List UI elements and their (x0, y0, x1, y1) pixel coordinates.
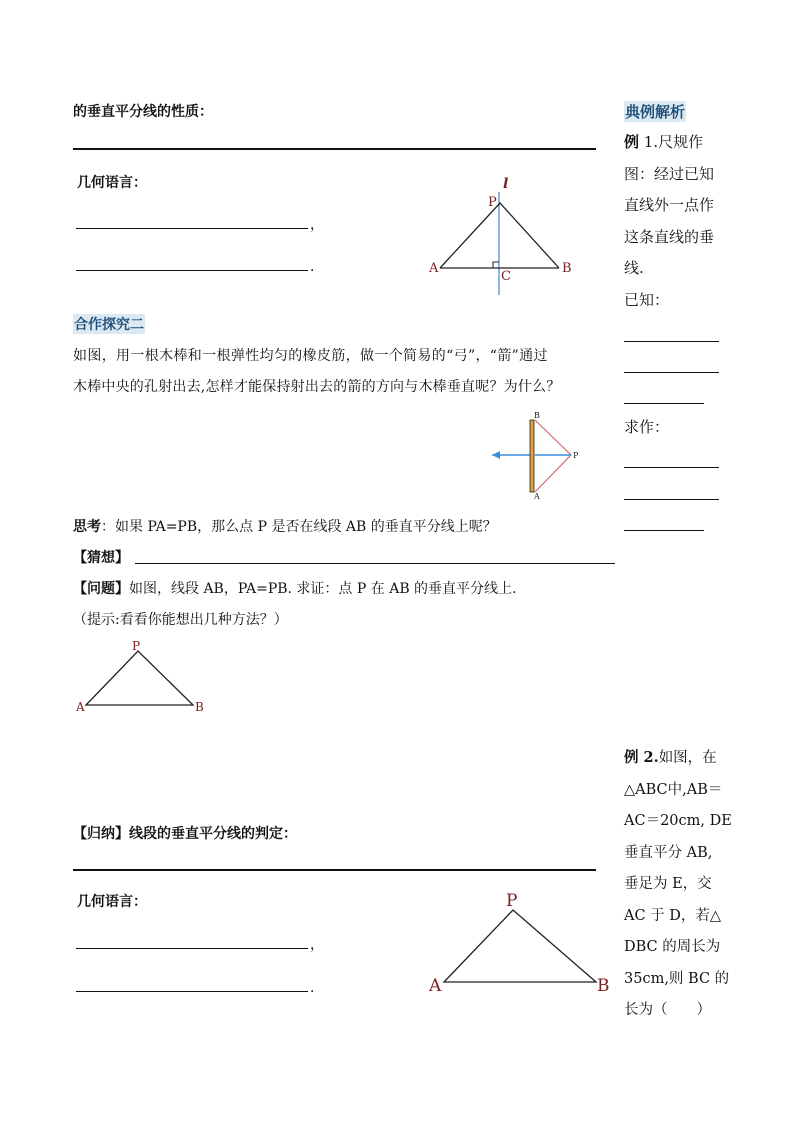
known-blank[interactable] (624, 341, 719, 342)
make-blank[interactable] (624, 499, 719, 500)
make-blank[interactable] (624, 530, 704, 531)
geometry-language-label: 几何语言： (77, 894, 147, 910)
make-blank[interactable] (624, 467, 719, 468)
label-b: B (195, 700, 204, 714)
example-1-line: 图：经过已知 (624, 164, 715, 183)
example-2-label: 例 2. (624, 749, 659, 766)
label-p: P (506, 891, 518, 911)
question-label: 【问题】 (73, 581, 129, 597)
blank-punct: ． (310, 980, 324, 996)
label-p: P (573, 451, 579, 460)
label-a: A (429, 261, 439, 276)
triangle-pab (444, 910, 596, 982)
blank-punct: ， (310, 217, 324, 233)
blank-punct: ． (310, 259, 324, 275)
label-p: P (488, 195, 497, 210)
example-2-line: 长为（ ） (624, 1002, 711, 1018)
example-2-line: △ABC中,AB＝ (624, 781, 723, 798)
example-2-line: 35cm,则 BC 的 (624, 970, 730, 987)
example-2-line: 垂直平分 AB, (624, 844, 713, 861)
example-1-label: 例 (624, 133, 640, 151)
question-text: 如图，线段 AB，PA=PB. 求证：点 P 在 AB 的垂直平分线上. (129, 581, 517, 597)
example-1-line: 线. (624, 259, 644, 277)
label-b: B (562, 261, 572, 276)
example-1-line: 直线外一点作 (624, 196, 715, 214)
example-2-line: AC＝20cm, DE (624, 813, 732, 829)
known-blank[interactable] (624, 372, 719, 373)
paragraph-line: 如图，用一根木棒和一根弹性均匀的橡皮筋，做一个简易的“弓”，“箭”通过 (73, 348, 548, 364)
label-a: A (429, 976, 442, 996)
example-2-line: AC 于 D，若△ (624, 907, 722, 924)
label-c: C (501, 269, 511, 284)
example-2-line: DBC 的周长为 (624, 939, 721, 955)
think-text: ：如果 PA=PB，那么点 P 是否在线段 AB 的垂直平分线上呢？ (101, 519, 497, 535)
known-blank[interactable] (624, 403, 704, 404)
hint-text: （提示:看看你能想出几种方法？） (73, 612, 288, 628)
geometry-language-label: 几何语言： (77, 175, 147, 191)
label-b: B (597, 976, 610, 996)
sidebar-title: 典例解析 (625, 103, 686, 121)
blank-punct: ， (310, 937, 324, 953)
example-2-line: 垂足为 E，交 (624, 876, 712, 892)
summary-label: 【归纳】 (73, 826, 129, 842)
example-2 (624, 742, 736, 1027)
property-heading: 的垂直平分线的性质： (73, 104, 213, 120)
example-1 (624, 127, 724, 316)
summary-text: 线段的垂直平分线的判定： (129, 826, 297, 842)
label-b: B (534, 411, 540, 420)
label-a: A (76, 700, 85, 714)
think-label: 思考 (73, 519, 101, 535)
section-title: 合作探究二 (73, 314, 145, 334)
label-l: l (503, 176, 509, 192)
known-label: 已知： (624, 290, 670, 309)
label-a: A (534, 492, 540, 501)
label-p: P (132, 639, 141, 653)
example-2-line: 如图，在 (658, 750, 717, 766)
guess-label: 【猜想】 (73, 550, 129, 566)
paragraph-line: 木棒中央的孔射出去,怎样才能保持射出去的箭的方向与木棒垂直呢？为什么？ (73, 379, 561, 395)
example-1-line: 这条直线的垂 (624, 227, 715, 246)
example-1-line: 1.尺规作 (639, 133, 704, 151)
make-label: 求作： (624, 418, 670, 436)
